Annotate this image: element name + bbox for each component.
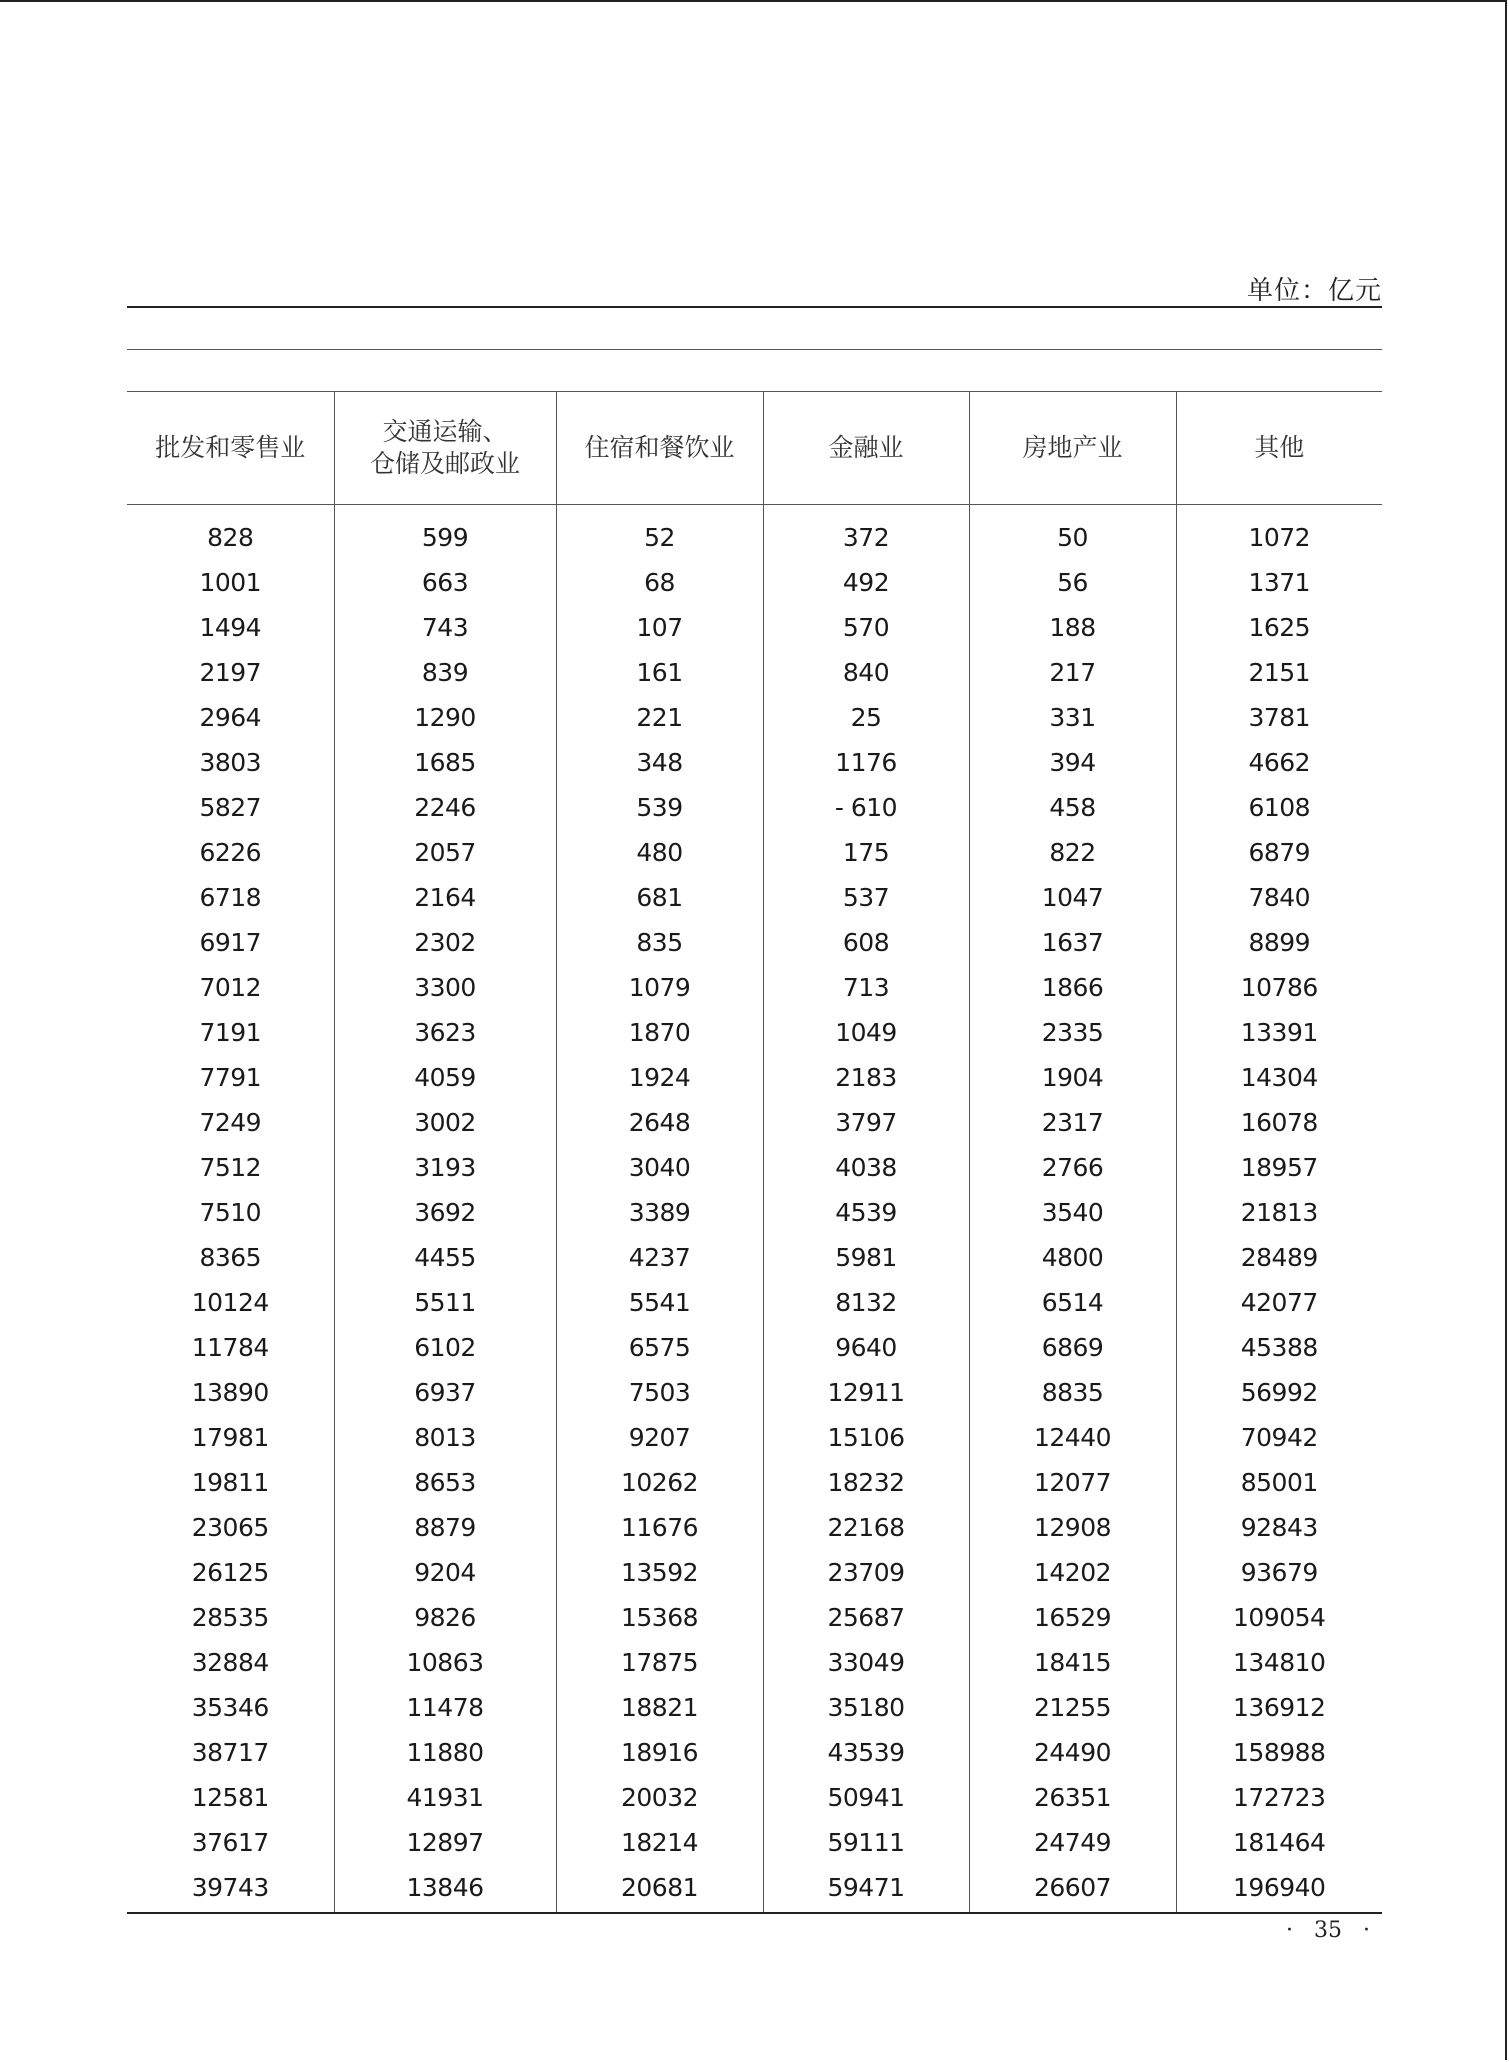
table-cell: 9826 [334,1595,556,1640]
table-body [127,505,1382,1914]
table-row [127,1010,1382,1055]
table-cell: 6226 [199,838,262,867]
table-row [127,1325,1382,1370]
table-cell: 7840 [1176,875,1382,920]
table-cell: 14202 [969,1550,1176,1595]
table-cell: 56 [969,560,1176,605]
table-cell: 1371 [1176,560,1382,605]
table-cell: 18415 [969,1640,1176,1685]
table-cell: 172723 [1176,1775,1382,1820]
table-cell: 18232 [763,1460,969,1505]
table-cell: 35180 [763,1685,969,1730]
table-cell: 3193 [334,1145,556,1190]
table-cell: 11784 [191,1333,269,1362]
table-cell: 3040 [556,1145,763,1190]
table-cell: 12077 [969,1460,1176,1505]
table-cell: 52 [556,505,763,561]
table-row [127,1280,1382,1325]
table-cell: 221 [556,695,763,740]
table-cell: 1049 [763,1010,969,1055]
table-cell: 3389 [556,1190,763,1235]
table-cell: 6102 [334,1325,556,1370]
table-cell: 42077 [1176,1280,1382,1325]
table-cell: 7249 [199,1108,262,1137]
table-cell: 68 [556,560,763,605]
table-cell: 8132 [763,1280,969,1325]
table-cell: 20032 [556,1775,763,1820]
table-row [127,875,1382,920]
table-top-rule [127,306,1382,308]
table-cell: 9640 [763,1325,969,1370]
table-cell: 7512 [199,1153,262,1182]
table-cell: 196940 [1176,1865,1382,1913]
table-cell: 175 [763,830,969,875]
table-cell: 1072 [1176,505,1382,561]
table-cell: 18916 [556,1730,763,1775]
table-cell: 6917 [199,928,262,957]
table-cell: 25687 [763,1595,969,1640]
table-cell: 15106 [763,1415,969,1460]
table-cell: 1625 [1176,605,1382,650]
column-header-line: 房地产业 [1022,433,1123,462]
table-cell: 10262 [556,1460,763,1505]
table-cell: 59471 [763,1865,969,1913]
table-cell: 6869 [969,1325,1176,1370]
table-row [127,965,1382,1010]
table-row [127,1595,1382,1640]
table-cell: 743 [334,605,556,650]
table-cell: 18821 [556,1685,763,1730]
table-cell: 22168 [763,1505,969,1550]
table-cell: 822 [969,830,1176,875]
table-cell: 6514 [969,1280,1176,1325]
table-cell: 6937 [334,1370,556,1415]
table-cell: 93679 [1176,1550,1382,1595]
table-cell: 39743 [127,1865,334,1913]
table-cell: 18957 [1176,1145,1382,1190]
table-row [127,505,1382,561]
table-cell: 13391 [1176,1010,1382,1055]
table-cell: 1494 [199,613,262,642]
table-cell: 5541 [556,1280,763,1325]
table-cell: 11880 [334,1730,556,1775]
column-header-line: 批发和零售业 [155,433,306,462]
table-row [127,695,1382,740]
table-cell: 21255 [969,1685,1176,1730]
table-row [127,1460,1382,1505]
table-cell: 32884 [191,1648,269,1677]
column-header-line: 其他 [1254,433,1305,462]
column-header [556,392,763,505]
statistics-table-container [127,392,1382,1914]
table-cell: 835 [556,920,763,965]
table-cell: 348 [556,740,763,785]
table-cell: 4455 [334,1235,556,1280]
table-row [127,830,1382,875]
table-cell: 158988 [1176,1730,1382,1775]
table-cell: 1904 [969,1055,1176,1100]
table-cell: 1866 [969,965,1176,1010]
table-cell: 608 [763,920,969,965]
table-cell: 16529 [969,1595,1176,1640]
table-cell: 26351 [969,1775,1176,1820]
table-cell: 181464 [1176,1820,1382,1865]
table-cell: 492 [763,560,969,605]
table-cell: 12440 [969,1415,1176,1460]
column-header [969,392,1176,505]
table-cell: 2151 [1176,650,1382,695]
table-row [127,785,1382,830]
table-cell: 681 [556,875,763,920]
table-cell: 2057 [334,830,556,875]
table-cell: 136912 [1176,1685,1382,1730]
table-cell: 1870 [556,1010,763,1055]
table-cell: 6718 [199,883,262,912]
table-cell: 4800 [969,1235,1176,1280]
page-number: · 35 · [1286,1918,1370,1943]
column-header [127,392,334,505]
table-row [127,650,1382,695]
table-cell: 2766 [969,1145,1176,1190]
table-cell: 1290 [334,695,556,740]
table-cell: 18214 [556,1820,763,1865]
table-cell: 713 [763,965,969,1010]
table-cell: 59111 [763,1820,969,1865]
table-cell: 188 [969,605,1176,650]
table-cell: 331 [969,695,1176,740]
table-cell: 2964 [199,703,262,732]
table-cell: 570 [763,605,969,650]
table-cell: 8653 [334,1460,556,1505]
table-cell: 24490 [969,1730,1176,1775]
table-cell: 7510 [199,1198,262,1227]
table-cell: 8013 [334,1415,556,1460]
table-cell: 3540 [969,1190,1176,1235]
table-cell: 85001 [1176,1460,1382,1505]
table-cell: 25 [763,695,969,740]
table-cell: 28535 [191,1603,269,1632]
table-cell: 480 [556,830,763,875]
table-cell: 1176 [763,740,969,785]
table-cell: 3002 [334,1100,556,1145]
table-cell: 12897 [334,1820,556,1865]
unit-label: 单位：亿元 [1246,276,1382,306]
table-cell: 2164 [334,875,556,920]
table-cell: 537 [763,875,969,920]
table-cell: 24749 [969,1820,1176,1865]
table-cell: 2183 [763,1055,969,1100]
table-row [127,1145,1382,1190]
table-cell: 7191 [199,1018,262,1047]
table-cell: 3803 [199,748,262,777]
table-cell: 10786 [1176,965,1382,1010]
table-cell: 599 [334,505,556,561]
table-cell: 1001 [199,568,262,597]
table-cell: 2335 [969,1010,1176,1055]
table-row [127,920,1382,965]
table-row [127,1505,1382,1550]
table-cell: 134810 [1176,1640,1382,1685]
table-cell: 37617 [191,1828,269,1857]
table-cell: 13846 [334,1865,556,1913]
table-cell: 4059 [334,1055,556,1100]
table-cell: 8365 [199,1243,262,1272]
table-cell: 6879 [1176,830,1382,875]
table-cell: 7503 [556,1370,763,1415]
table-cell: 8835 [969,1370,1176,1415]
table-cell: 17981 [191,1423,269,1452]
table-cell: 8899 [1176,920,1382,965]
table-cell: 11676 [556,1505,763,1550]
table-cell: 1047 [969,875,1176,920]
table-cell: 19811 [191,1468,269,1497]
table-cell: 3797 [763,1100,969,1145]
table-cell: 840 [763,650,969,695]
column-header-line: 金融业 [828,433,904,462]
table-cell: 2648 [556,1100,763,1145]
table-cell: 2197 [199,658,262,687]
table-cell: 23709 [763,1550,969,1595]
table-cell: 35346 [191,1693,269,1722]
table-row [127,1235,1382,1280]
table-cell: 394 [969,740,1176,785]
table-cell: 2317 [969,1100,1176,1145]
table-cell: 8879 [334,1505,556,1550]
table-cell: 4237 [556,1235,763,1280]
table-cell: 1637 [969,920,1176,965]
table-cell: 7012 [199,973,262,1002]
table-cell: 2246 [334,785,556,830]
table-cell: 539 [556,785,763,830]
table-row [127,1865,1382,1913]
table-cell: 45388 [1176,1325,1382,1370]
table-cell: 21813 [1176,1190,1382,1235]
table-row [127,605,1382,650]
table-row [127,1820,1382,1865]
table-cell: 7791 [199,1063,262,1092]
table-cell: 20681 [556,1865,763,1913]
table-cell: 56992 [1176,1370,1382,1415]
table-row [127,1190,1382,1235]
table-cell: 1685 [334,740,556,785]
table-cell: 6108 [1176,785,1382,830]
table-cell: 839 [334,650,556,695]
table-cell: 161 [556,650,763,695]
table-cell: 26607 [969,1865,1176,1913]
table-cell: 663 [334,560,556,605]
table-cell: 2302 [334,920,556,965]
column-header-line: 交通运输、 [382,417,508,446]
table-row [127,1685,1382,1730]
table-cell: 6575 [556,1325,763,1370]
table-cell: 10863 [334,1640,556,1685]
table-cell: - 610 [763,785,969,830]
table-cell: 3692 [334,1190,556,1235]
table-cell: 38717 [191,1738,269,1767]
table-cell: 43539 [763,1730,969,1775]
table-cell: 41931 [334,1775,556,1820]
table-middle-rule [127,349,1382,350]
table-cell: 217 [969,650,1176,695]
table-row [127,1100,1382,1145]
column-header [763,392,969,505]
table-cell: 828 [207,523,254,552]
table-row [127,1415,1382,1460]
table-cell: 50941 [763,1775,969,1820]
table-cell: 5981 [763,1235,969,1280]
table-cell: 5827 [199,793,262,822]
table-cell: 109054 [1176,1595,1382,1640]
table-cell: 4662 [1176,740,1382,785]
table-cell: 28489 [1176,1235,1382,1280]
table-row [127,1550,1382,1595]
table-cell: 33049 [763,1640,969,1685]
table-cell: 11478 [334,1685,556,1730]
statistics-table [127,392,1382,1914]
table-cell: 107 [556,605,763,650]
table-row [127,1055,1382,1100]
table-cell: 13592 [556,1550,763,1595]
table-cell: 14304 [1176,1055,1382,1100]
table-cell: 15368 [556,1595,763,1640]
table-cell: 5511 [334,1280,556,1325]
table-cell: 4539 [763,1190,969,1235]
table-cell: 10124 [191,1288,269,1317]
table-cell: 372 [763,505,969,561]
table-cell: 16078 [1176,1100,1382,1145]
table-cell: 70942 [1176,1415,1382,1460]
table-cell: 12911 [763,1370,969,1415]
table-cell: 1079 [556,965,763,1010]
table-cell: 3781 [1176,695,1382,740]
table-cell: 3300 [334,965,556,1010]
table-cell: 9207 [556,1415,763,1460]
table-cell: 12908 [969,1505,1176,1550]
table-row [127,1730,1382,1775]
column-header-line: 住宿和餐饮业 [584,433,735,462]
table-cell: 92843 [1176,1505,1382,1550]
table-row [127,1640,1382,1685]
table-cell: 13890 [191,1378,269,1407]
table-cell: 3623 [334,1010,556,1055]
column-header-line: 仓储及邮政业 [369,449,520,478]
table-cell: 17875 [556,1640,763,1685]
table-cell: 4038 [763,1145,969,1190]
table-cell: 458 [969,785,1176,830]
table-cell: 12581 [191,1783,269,1812]
table-row [127,1370,1382,1415]
table-cell: 9204 [334,1550,556,1595]
table-cell: 23065 [191,1513,269,1542]
table-row [127,740,1382,785]
table-cell: 50 [969,505,1176,561]
table-cell: 1924 [556,1055,763,1100]
table-header-row [127,392,1382,505]
column-header [334,392,556,505]
table-cell: 26125 [191,1558,269,1587]
table-row [127,1775,1382,1820]
column-header [1176,392,1382,505]
table-row [127,560,1382,605]
